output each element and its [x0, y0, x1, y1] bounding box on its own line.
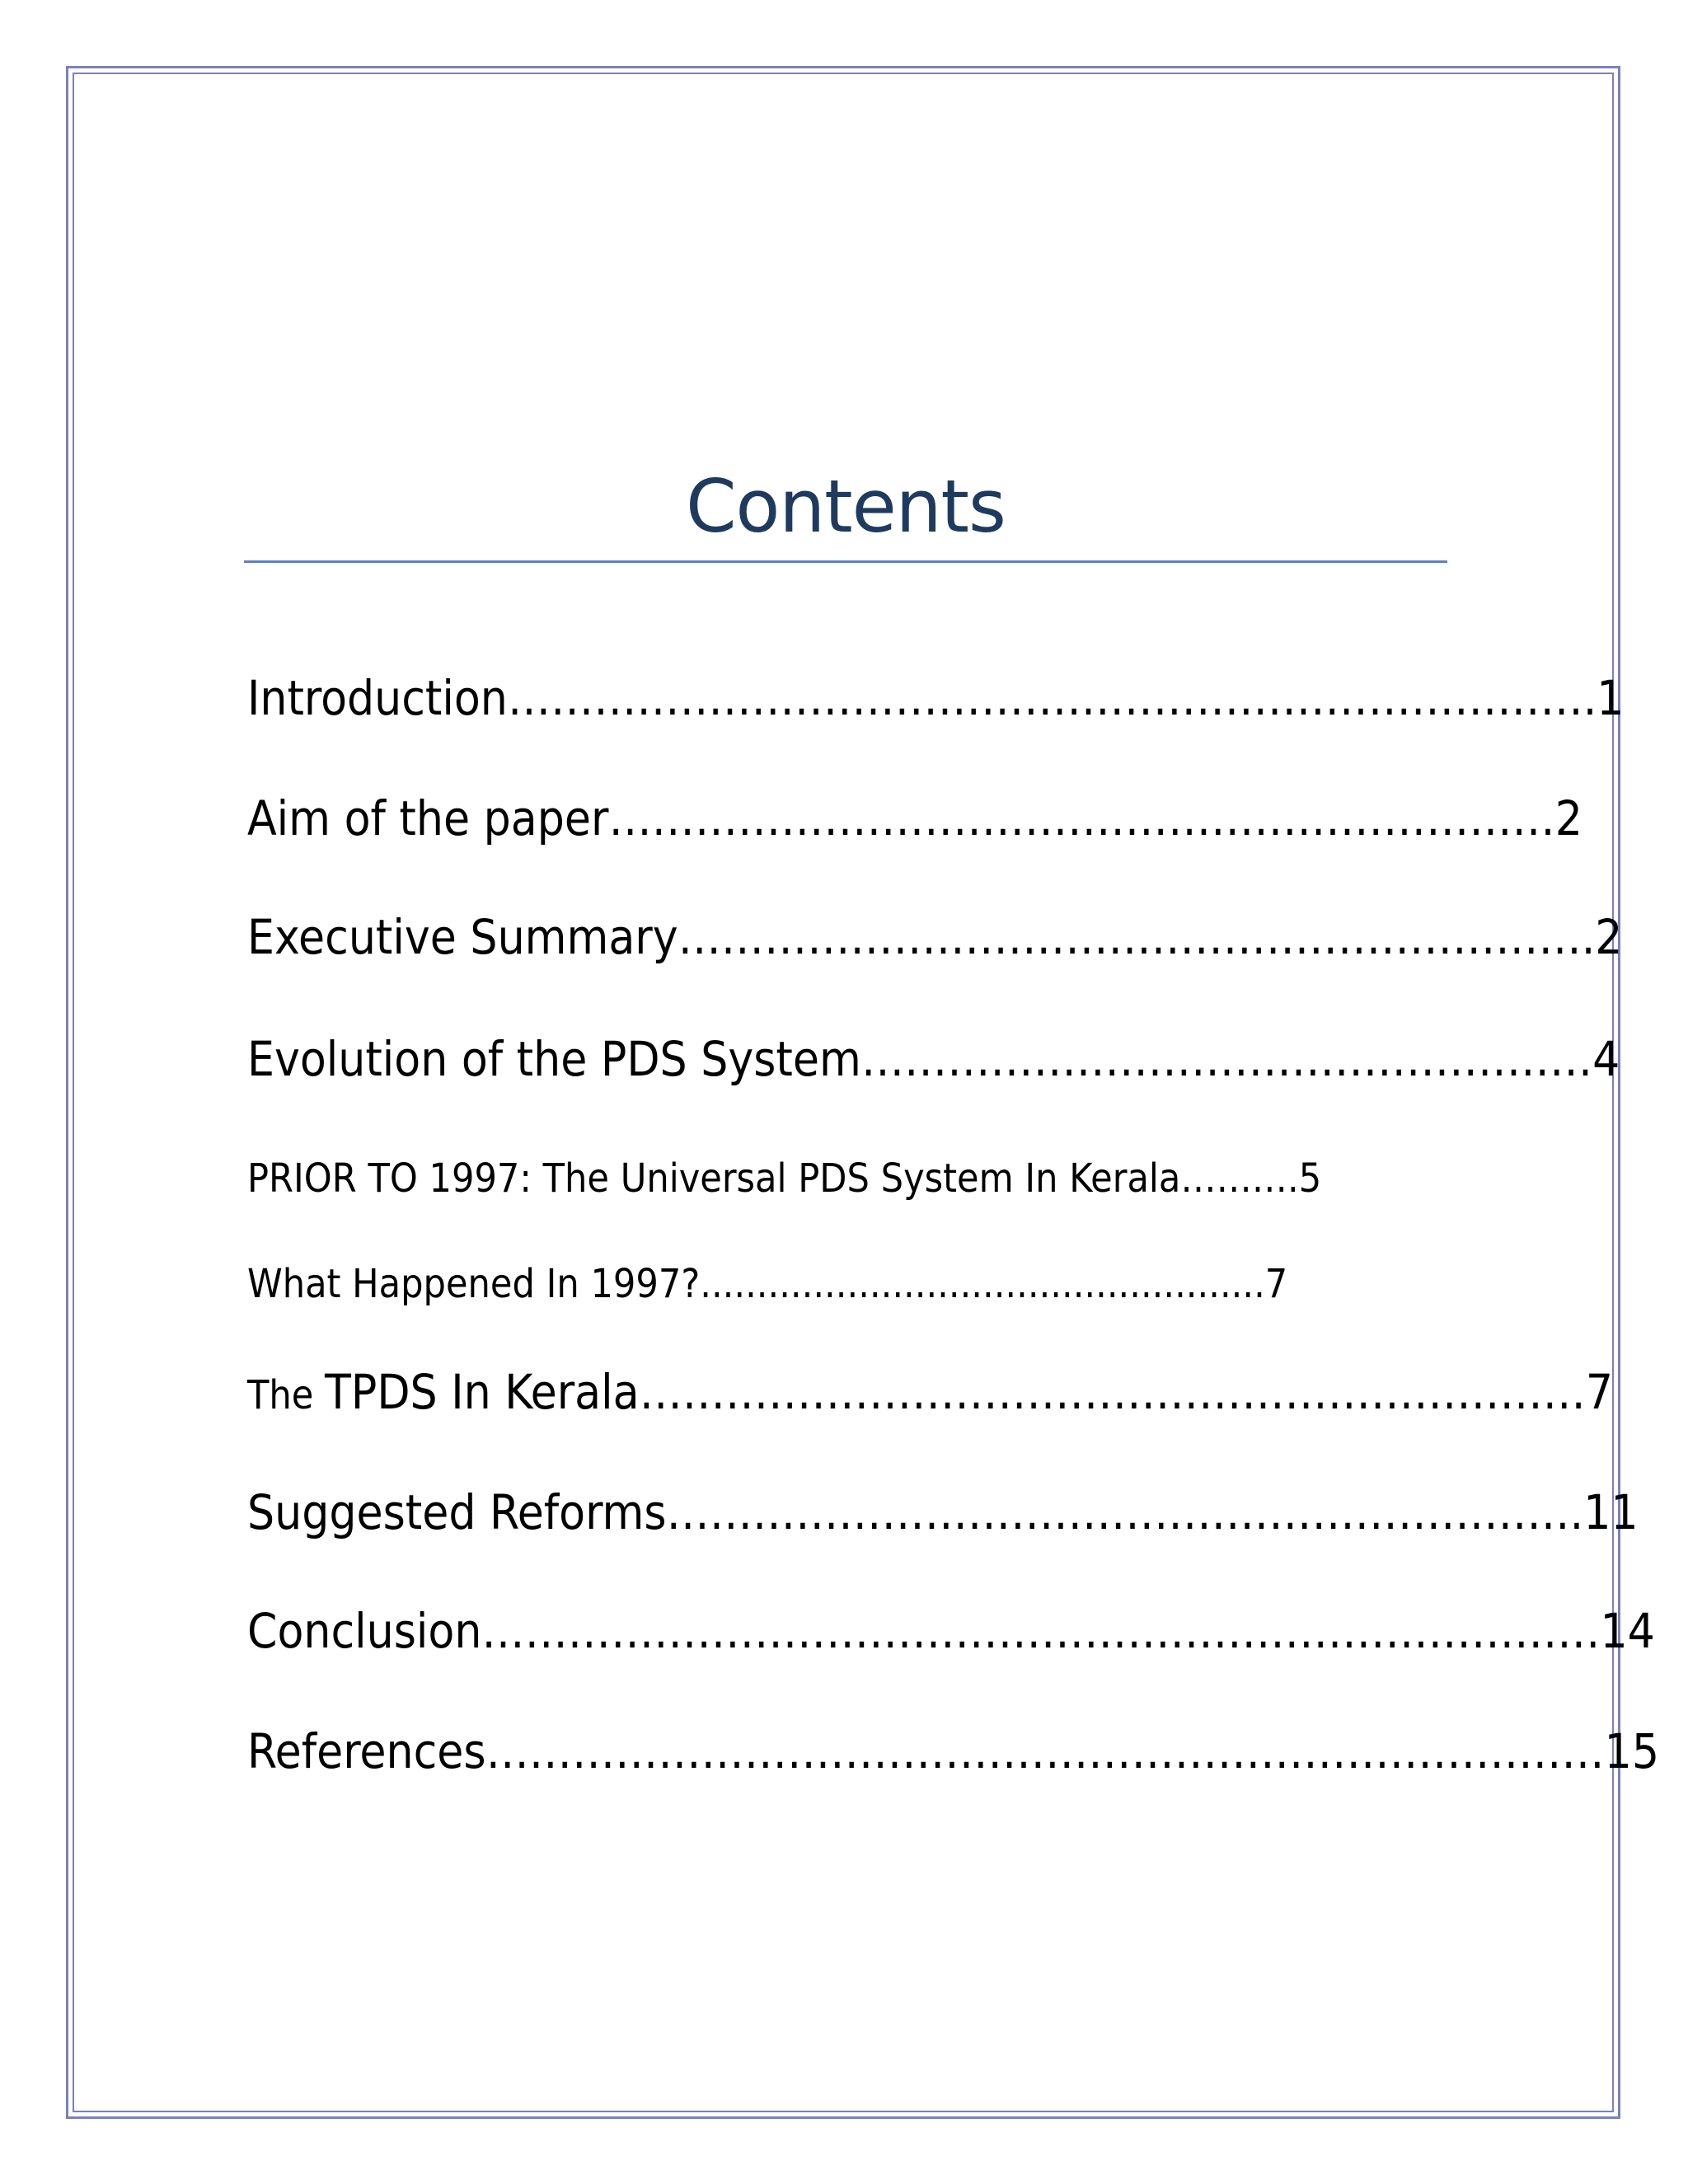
toc-entry-leader: …………………………………………………………………: [507, 670, 1583, 726]
toc-entry-page: 4: [1592, 1031, 1620, 1087]
toc-entry-references[interactable]: [247, 1722, 1659, 1780]
toc-entry-evolution-of-pds[interactable]: [247, 1030, 1620, 1088]
toc-entry-tpds-in-kerala[interactable]: [247, 1363, 1613, 1424]
toc-entry-label: Suggested Reforms: [247, 1484, 667, 1540]
toc-entry-leader: ……………………………………………………………………: [485, 1723, 1605, 1779]
toc-entry-label: Introduction: [247, 670, 508, 726]
toc-entry-label-prefix: The: [247, 1372, 326, 1418]
toc-entry-label: Aim of the paper: [247, 790, 609, 846]
page-border-inner: [73, 73, 1614, 2112]
toc-entry-leader: ………………………………………………………: [678, 909, 1582, 965]
toc-entry-label: Conclusion: [247, 1603, 482, 1659]
toc-entry-aim-of-the-paper[interactable]: [247, 790, 1582, 847]
toc-title-underline: [244, 560, 1447, 563]
toc-entry-page: 7: [1585, 1364, 1614, 1420]
toc-entry-page: 2: [1554, 790, 1582, 846]
toc-entry-page: 15: [1604, 1723, 1660, 1779]
toc-entry-label: What Happened In 1997?: [247, 1261, 701, 1307]
toc-entry-leader: ……………………………………………………………………: [481, 1603, 1601, 1659]
toc-entry-leader: ……………………………………………: [860, 1031, 1593, 1087]
toc-entry-leader: ………………………………………………………: [666, 1484, 1570, 1540]
toc-entry-label: Evolution of the PDS System: [247, 1031, 861, 1087]
toc-entry-label: PRIOR TO 1997: The Universal PDS System In Kerala: [247, 1155, 1181, 1202]
toc-entry-page: 14: [1600, 1603, 1655, 1659]
toc-entry-page: 7: [1264, 1261, 1288, 1307]
toc-entry-what-happened-1997[interactable]: [247, 1259, 1287, 1309]
toc-entry-label: Executive Summary: [247, 909, 678, 965]
toc-entry-introduction[interactable]: [247, 669, 1624, 727]
toc-entry-page: .2: [1581, 909, 1623, 965]
toc-entry-page: .11: [1569, 1484, 1639, 1540]
toc-entry-conclusion[interactable]: [247, 1602, 1655, 1660]
toc-entry-leader: ……….: [1180, 1155, 1299, 1202]
toc-entry-label: TPDS In Kerala: [325, 1364, 640, 1420]
toc-entry-label: References: [247, 1723, 486, 1779]
toc-entry-leader: …………………………………………………………: [608, 790, 1555, 846]
toc-entry-page: .1: [1582, 670, 1625, 726]
toc-entry-leader: …………………………………………………………: [639, 1364, 1586, 1420]
toc-entry-leader: ..................................................: [700, 1261, 1265, 1307]
toc-entry-executive-summary[interactable]: [247, 908, 1622, 966]
toc-entry-prior-to-1997[interactable]: [247, 1154, 1321, 1203]
toc-title: Contents: [686, 464, 1006, 549]
toc-entry-page: 5: [1298, 1155, 1322, 1202]
toc-entry-suggested-reforms[interactable]: [247, 1483, 1639, 1541]
